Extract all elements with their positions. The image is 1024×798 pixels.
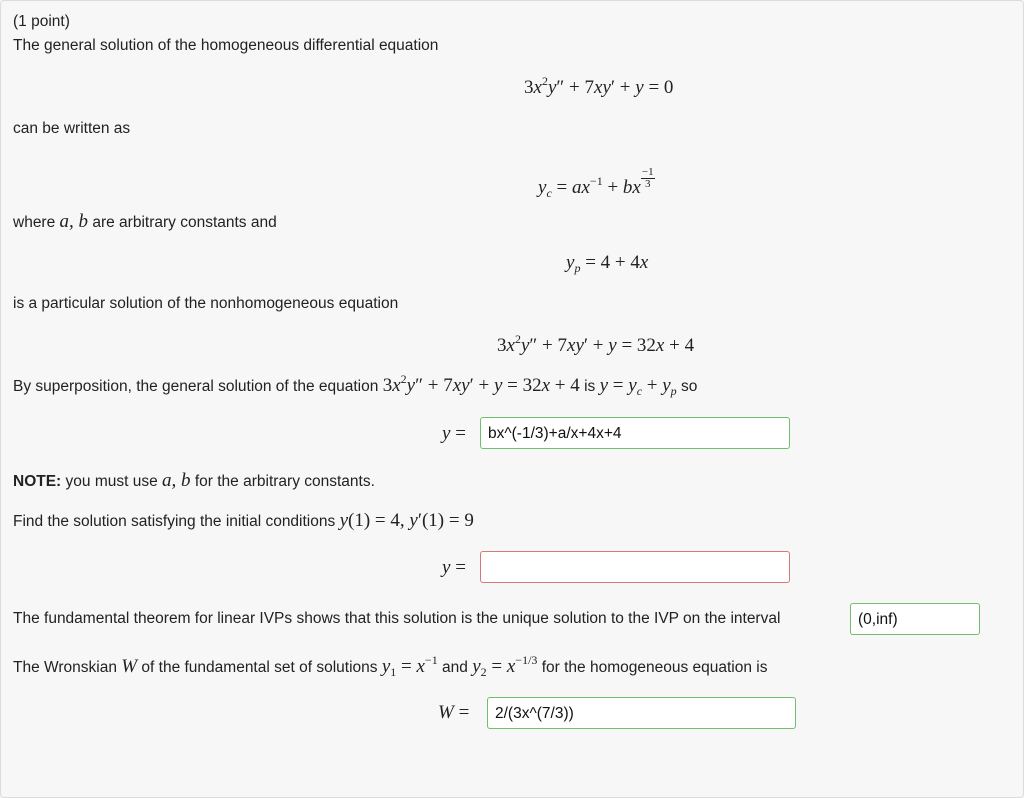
complementary-solution: $y_c = ax^{-1}$ + bx $\frac{-1}{3}$ [538,166,654,200]
fundamental-theorem-text: The fundamental theorem for linear IVPs shows that this solution is the unique solution to the IVP on the interval [13,610,781,627]
ivp-solution-input[interactable] [480,551,790,583]
general-solution-label: y = [442,423,466,444]
find-text: Find the solution satisfying the initial conditions y(1) = 4, y′(1) = 9 [13,510,474,531]
wronskian-text: The Wronskian W of the fundamental set of solutions $y_1 = x^{-1}$ and $y_2 = x^{-1/3}$ for the homogeneous equation is [13,653,768,679]
intro-text: The general solution of the homogeneous differential equation [13,37,439,54]
general-solution-input[interactable]: bx^(-1/3)+a/x+4x+4 [480,417,790,449]
nonhomogeneous-equation: $3x^2y'' + 7xy' + y = 32x + 4$ [497,332,695,356]
wronskian-label: W = [438,702,470,723]
interval-input[interactable]: (0,inf) [850,603,980,635]
particular-text: is a particular solution of the nonhomogeneous equation [13,295,399,312]
ivp-solution-label: y = [442,557,466,578]
points-label: (1 point) [13,13,70,30]
can-be-written-text: can be written as [13,120,131,137]
superposition-text: By superposition, the general solution of the equation $3x^2y'' + 7xy' + y = 32x + 4$ is $y = y_c + y_p$ so [13,372,698,398]
wronskian-input[interactable]: 2/(3x^(7/3)) [487,697,796,729]
particular-solution: $y_p = 4 + 4x$ [566,252,649,275]
homogeneous-equation: $3x^2y'' + 7xy' + y = 0$ [524,74,674,98]
note-text: NOTE: you must use a, b for the arbitrary constants. [13,470,375,491]
where-text: where a, b are arbitrary constants and [13,211,277,232]
